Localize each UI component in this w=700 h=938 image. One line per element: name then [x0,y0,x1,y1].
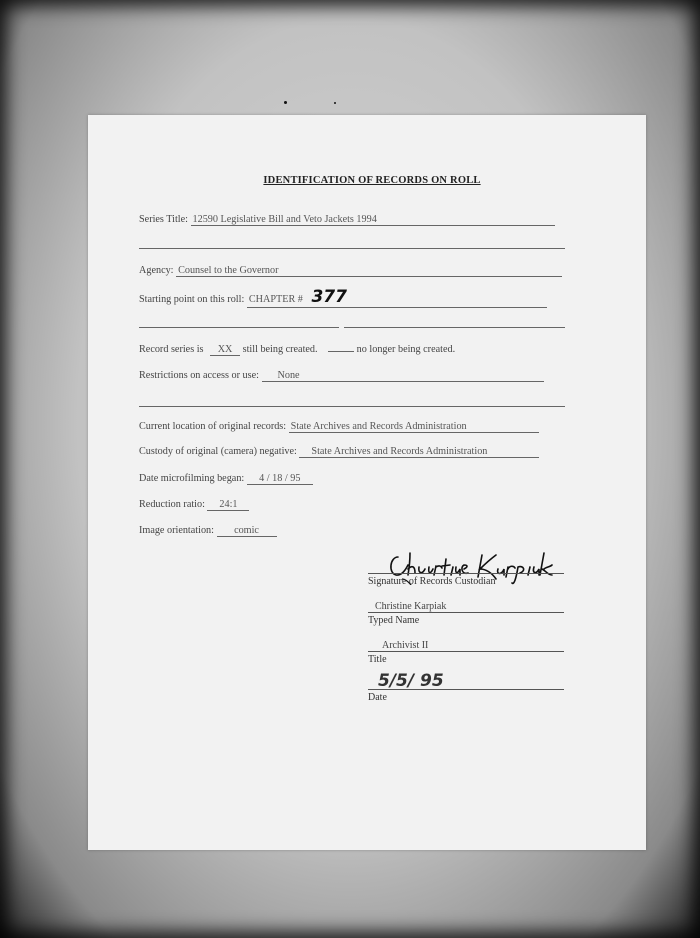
signature-label: Signature of Records Custodian [368,576,496,587]
title-line [368,651,564,652]
typed-name-line [368,612,564,613]
starting-point-handwritten: 377 [311,287,347,307]
custody-field[interactable] [299,446,539,458]
starting-point-field[interactable] [247,287,547,308]
agency-row [139,265,562,277]
date-line [368,689,564,690]
typed-name-value: Christine Karpiak [375,601,447,612]
date-began-label: Date microfilming began: [139,473,245,484]
custody-label: Custody of original (camera) negative: [139,446,297,457]
starting-point-row [139,287,547,308]
image-orientation-field[interactable]: comic [217,525,277,537]
no-longer-being-created-mark[interactable] [328,351,354,352]
agency-field[interactable]: Counsel to the Governor [176,265,562,277]
image-orientation-label: Image orientation: [139,525,214,536]
starting-point-line-a [139,327,339,328]
restrictions-field[interactable] [262,370,544,382]
reduction-ratio-label: Reduction ratio: [139,499,205,510]
reduction-ratio-row [139,499,249,511]
restrictions-value: None [277,370,300,381]
typed-name-label: Typed Name [368,615,420,626]
starting-point-line-b [344,327,565,328]
no-longer-being-created-label: no longer being created. [356,344,456,355]
film-speck [284,101,287,104]
series-title-row [139,214,555,226]
form-heading: IDENTIFICATION OF RECORDS ON ROLL [263,175,481,186]
still-being-created-mark[interactable]: XX [210,344,240,356]
custody-row [139,446,539,458]
date-label: Date [368,692,387,703]
restrictions-continuation-line [139,406,565,407]
still-being-created-label: still being created. [242,344,318,355]
date-began-field[interactable]: 4 / 18 / 95 [247,473,313,485]
record-series-row [139,344,455,356]
custody-value: State Archives and Records Administration [311,446,488,457]
record-series-prefix: Record series is [139,344,204,355]
current-location-field[interactable]: State Archives and Records Administration [289,421,539,433]
image-orientation-row [139,525,277,537]
reduction-ratio-field[interactable]: 24:1 [207,499,249,511]
starting-point-label: Starting point on this roll: [139,294,245,305]
film-speck [334,102,336,104]
records-form-page [88,115,646,850]
series-title-label: Series Title: [139,214,188,225]
starting-point-value: CHAPTER # [248,294,303,305]
current-location-row [139,421,539,433]
current-location-label: Current location of original records: [139,421,287,432]
date-began-row [139,473,313,485]
series-title-continuation-line [139,248,565,249]
signature-line [368,573,564,574]
title-label: Title [368,654,387,665]
title-value: Archivist II [382,640,429,651]
series-title-field[interactable]: 12590 Legislative Bill and Veto Jackets 1994 [191,214,555,226]
agency-label: Agency: [139,265,174,276]
restrictions-row [139,370,544,382]
restrictions-label: Restrictions on access or use: [139,370,259,381]
date-handwritten: 5/5/ 95 [378,671,444,691]
